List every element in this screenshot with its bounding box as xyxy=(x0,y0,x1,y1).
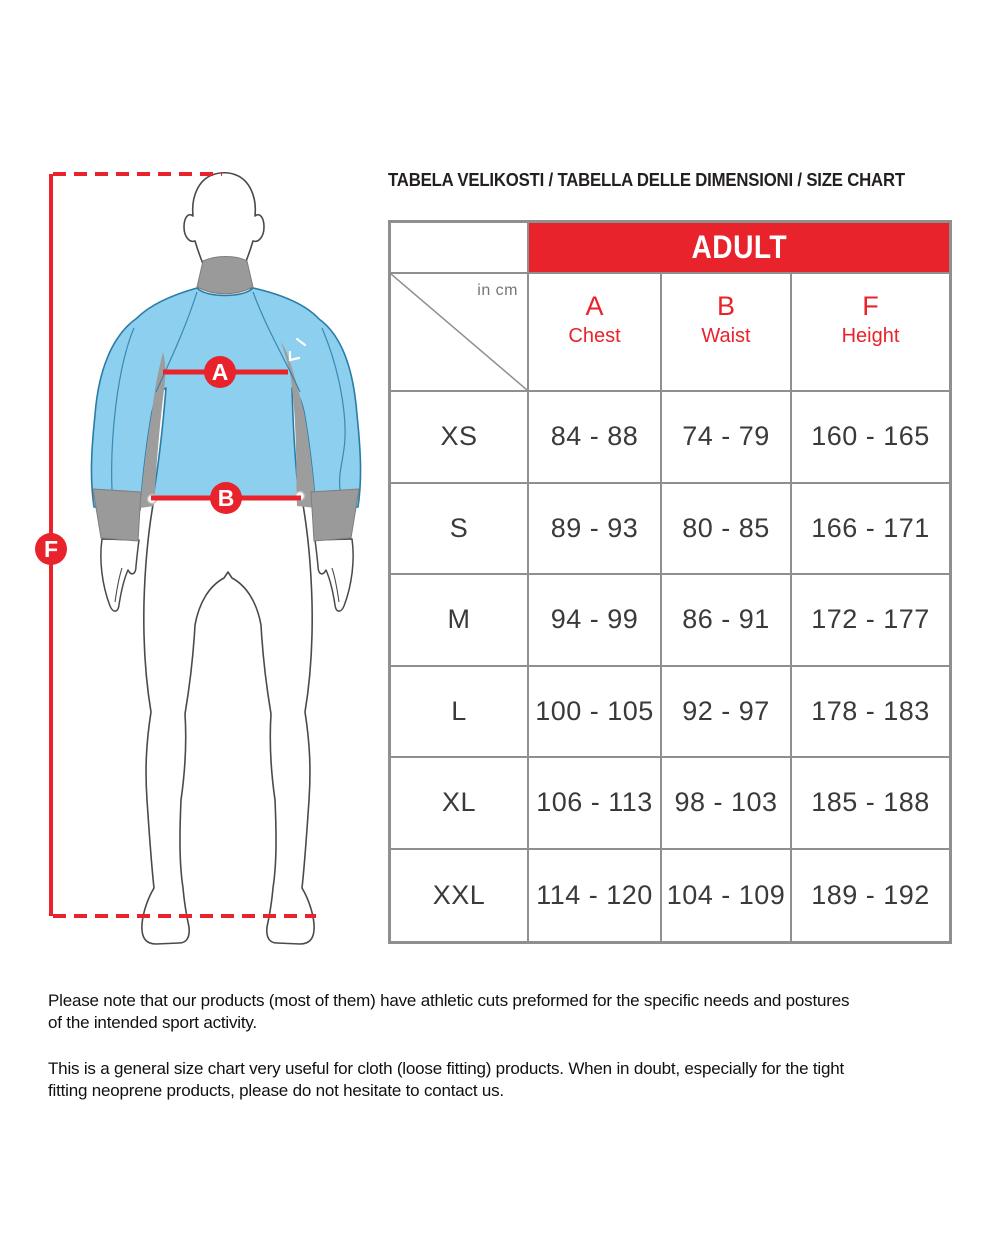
size-table xyxy=(388,220,952,944)
size-label-s: S xyxy=(391,484,529,576)
note-line: of the intended sport activity. xyxy=(48,1012,257,1032)
column-name-height: Height xyxy=(841,325,900,347)
table-group-header-label: ADULT xyxy=(691,229,787,265)
column-name-waist: Waist xyxy=(701,325,751,347)
page-title: TABELA VELIKOSTI / TABELLA DELLE DIMENSIONI / SIZE CHART xyxy=(388,170,905,190)
note-line: This is a general size chart very useful for cloth (loose fitting) products. When in doubt, especially for the tight xyxy=(48,1059,845,1078)
height-value-s: 166 - 171 xyxy=(792,484,949,576)
table-group-header xyxy=(529,223,949,274)
height-value-xs: 160 - 165 xyxy=(792,392,949,484)
size-label-l: L xyxy=(391,667,529,759)
size-label-m: M xyxy=(391,575,529,667)
body-measurement-diagram xyxy=(28,160,373,960)
figure-illustration xyxy=(28,160,373,960)
height-value-m: 172 - 177 xyxy=(792,575,949,667)
waist-value-s: 80 - 85 xyxy=(662,484,792,576)
chest-value-xxl: 114 - 120 xyxy=(529,850,662,942)
waist-value-l: 92 - 97 xyxy=(662,667,792,759)
shirt-body xyxy=(91,288,360,510)
table-unit-cell xyxy=(391,274,529,392)
table-corner-blank-cell xyxy=(391,223,529,274)
column-header-height xyxy=(792,274,949,392)
column-letter-waist: B xyxy=(716,291,735,321)
size-label-xl: XL xyxy=(391,758,529,850)
height-value-xxl: 189 - 192 xyxy=(811,879,930,910)
chest-marker-label: A xyxy=(211,359,229,385)
height-marker-label: F xyxy=(43,536,59,562)
waist-value-m: 86 - 91 xyxy=(662,575,792,667)
note-general-chart xyxy=(48,1058,978,1101)
column-letter-chest: A xyxy=(585,291,604,321)
column-name-chest: Chest xyxy=(568,325,621,347)
column-header-waist xyxy=(662,274,792,392)
chest-value-m: 94 - 99 xyxy=(529,575,662,667)
size-label-xs: XS xyxy=(391,392,529,484)
waist-value-xl: 98 - 103 xyxy=(662,758,792,850)
chest-value-l: 100 - 105 xyxy=(529,667,662,759)
waist-marker-label: B xyxy=(217,485,235,511)
waist-value-xs: 74 - 79 xyxy=(662,392,792,484)
unit-label: in cm xyxy=(477,282,518,299)
note-line: Please note that our products (most of them) have athletic cuts preformed for the specific needs and postures xyxy=(48,991,850,1010)
column-letter-height: F xyxy=(862,291,879,321)
left-cuff xyxy=(93,489,141,541)
waist-value-xxl: 104 - 109 xyxy=(662,850,792,942)
right-cuff xyxy=(311,489,359,541)
height-value-l: 178 - 183 xyxy=(792,667,949,759)
note-athletic-cuts xyxy=(48,990,978,1033)
chest-value-xl: 106 - 113 xyxy=(529,758,662,850)
chest-value-s: 89 - 93 xyxy=(529,484,662,576)
chest-value-xs: 84 - 88 xyxy=(529,392,662,484)
note-line: fitting neoprene products, please do not hesitate to contact us. xyxy=(48,1080,504,1100)
column-header-chest xyxy=(529,274,662,392)
collar xyxy=(197,257,253,294)
legs-outline xyxy=(142,499,314,944)
size-label-xxl: XXL xyxy=(391,850,529,942)
height-value-xl: 185 - 188 xyxy=(792,758,949,850)
